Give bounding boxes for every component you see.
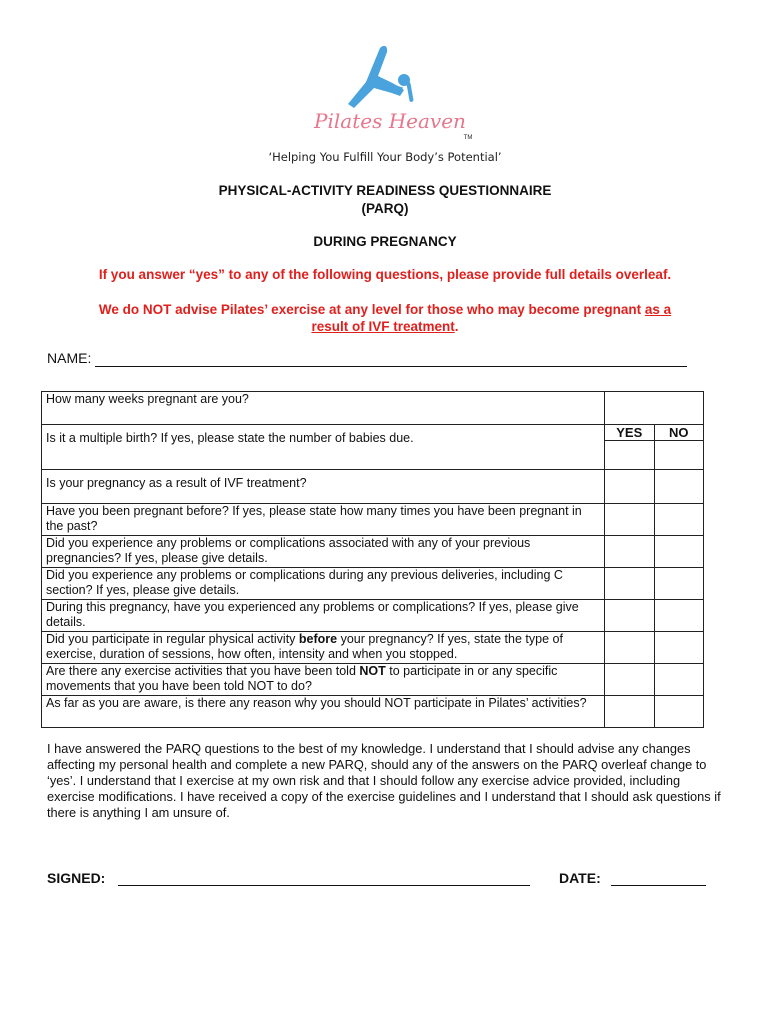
yes-checkbox[interactable] [605,632,655,664]
yes-checkbox[interactable] [605,696,655,728]
no-checkbox[interactable] [654,441,704,470]
yes-checkbox[interactable] [605,568,655,600]
no-checkbox[interactable] [654,568,704,600]
question-text: Did you experience any problems or complications during any previous deliveries, including C section? If yes, please give details. [42,568,605,600]
subtitle: DURING PREGNANCY [313,234,457,249]
figure-icon [348,46,414,108]
no-checkbox[interactable] [654,600,704,632]
weeks-answer-cell[interactable] [605,392,704,425]
yes-header: YES [605,425,655,441]
yes-checkbox[interactable] [605,600,655,632]
signature-field[interactable] [118,885,530,886]
page-title: PHYSICAL-ACTIVITY READINESS QUESTIONNAIRE [218,183,552,198]
name-field[interactable] [95,366,687,367]
date-field[interactable] [611,885,706,886]
no-header: NO [654,425,704,441]
question-text: Are there any exercise activities that you have been told NOT to participate in or any specific movements that you have been told NOT to do? [42,664,605,696]
yes-checkbox[interactable] [605,504,655,536]
pilates-heaven-logo [300,40,480,140]
no-checkbox[interactable] [654,696,704,728]
no-checkbox[interactable] [654,536,704,568]
question-text: As far as you are aware, is there any reason why you should NOT participate in Pilates’ activities? [42,696,605,728]
name-label: NAME: [47,350,92,366]
declaration-text: I have answered the PARQ questions to the best of my knowledge. I understand that I should advise any changes affecting my personal health and complete a new PARQ, should any of the answers on the PARQ overleaf change to ‘yes’. I understand that I exercise at my own risk and that I should follow any exercise advice provided, including exercise modifications. I have received a copy of the exercise guidelines and I understand that I should ask questions if there is anything I am unsure of. [47,741,721,820]
weeks-question: How many weeks pregnant are you? [42,392,605,425]
signed-label: SIGNED: [47,870,106,886]
yes-checkbox[interactable] [605,441,655,470]
yes-checkbox[interactable] [605,470,655,504]
notice-details: If you answer “yes” to any of the following questions, please provide full details overleaf. [98,267,672,282]
notice-ivf: We do NOT advise Pilates’ exercise at any level for those who may become pregnant as a result of IVF treatment. [98,302,672,334]
questionnaire-table [41,391,704,728]
question-text: Is it a multiple birth? If yes, please state the number of babies due. [42,425,605,470]
yes-checkbox[interactable] [605,536,655,568]
trademark-mark: TM [463,135,473,140]
question-text: During this pregnancy, have you experienced any problems or complications? If yes, please give details. [42,600,605,632]
page-title-abbrev: (PARQ) [361,201,409,216]
no-checkbox[interactable] [654,632,704,664]
no-checkbox[interactable] [654,504,704,536]
tagline: ‘Helping You Fulfill Your Body’s Potential’ [268,150,502,164]
no-checkbox[interactable] [654,664,704,696]
yes-checkbox[interactable] [605,664,655,696]
no-checkbox[interactable] [654,470,704,504]
question-text: Is your pregnancy as a result of IVF treatment? [42,470,605,504]
logo-wordmark: Pilates Heaven [314,109,466,133]
question-text: Did you experience any problems or complications associated with any of your previous pregnancies? If yes, please give details. [42,536,605,568]
question-text: Did you participate in regular physical activity before your pregnancy? If yes, state the type of exercise, duration of sessions, how often, intensity and when you stopped. [42,632,605,664]
question-text: Have you been pregnant before? If yes, please state how many times you have been pregnant in the past? [42,504,605,536]
date-label: DATE: [559,870,601,886]
